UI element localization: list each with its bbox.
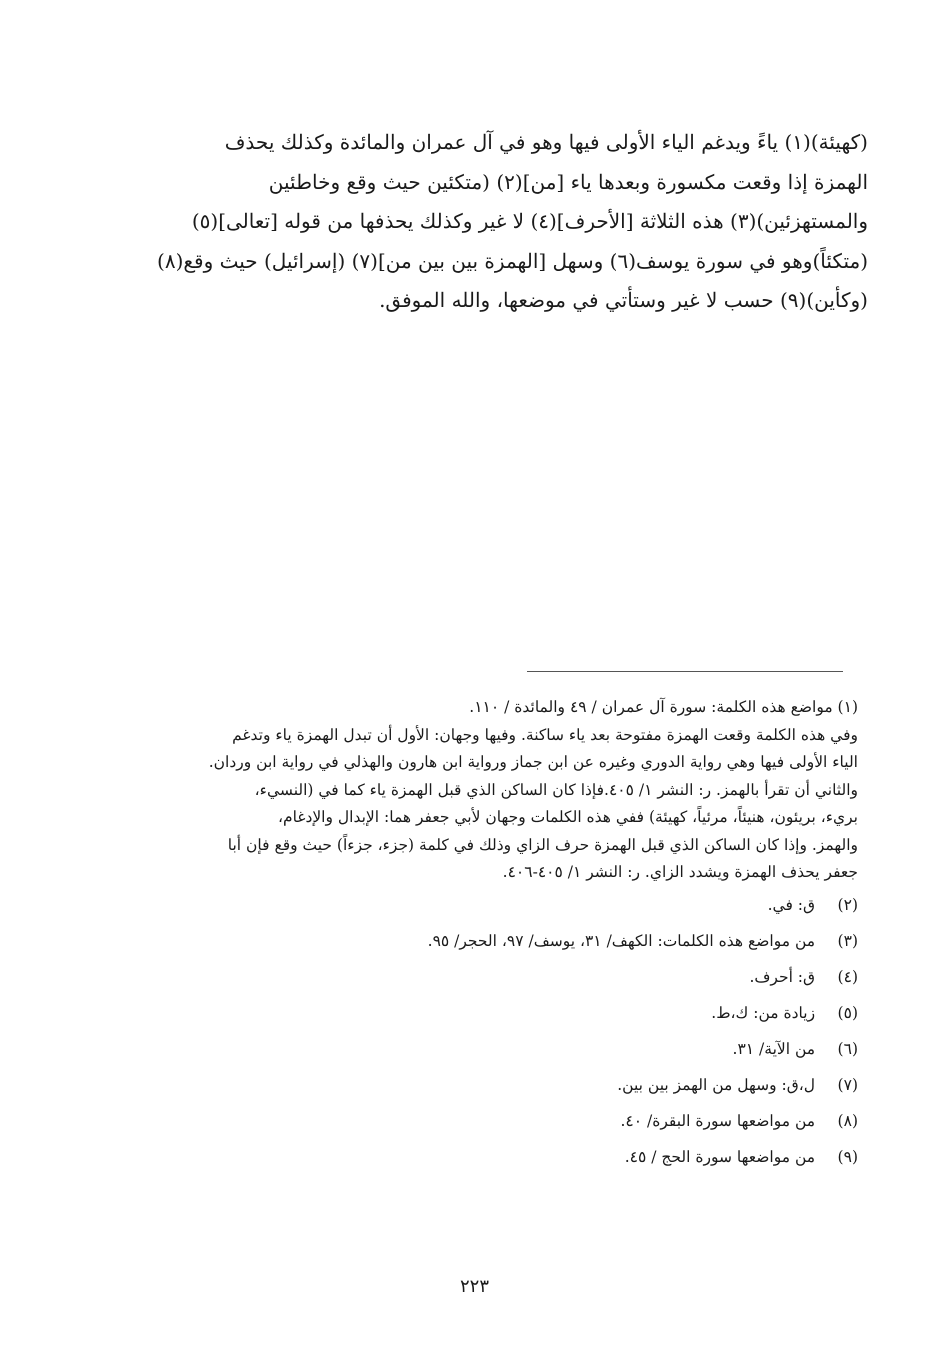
footnote-text: ق: أحرف. [749, 967, 816, 986]
footnote-item [78, 1103, 858, 1139]
main-text-line: الهمزة إذا وقعت مكسورة وبعدها ياء [من](٢) (متكئين حيث وقع وخاطئين [268, 169, 868, 194]
footnote-number: (٣) [837, 931, 858, 950]
main-text-line: (وكأين)(٩) حسب لا غير وستأتي في موضعها، والله الموفق. [379, 288, 868, 312]
footnote-line: والثاني أن تقرأ بالهمز. ر: النشر ١/ ٤٠٥.فإذا كان الساكن الذي قبل الهمزة ياء كما في (النسيء، [254, 780, 858, 799]
footnote-item [78, 887, 858, 923]
footnote-line: وفي هذه الكلمة وقعت الهمزة مفتوحة بعد ياء ساكنة. وفيها وجهان: الأول أن تبدل الهمزة ياء وتدغم [232, 725, 858, 744]
footnote-divider [527, 671, 843, 672]
footnote-1 [78, 694, 858, 887]
footnote-line: الياء الأولى فيها وهي رواية الدوري وغيره عن ابن جماز ورواية ابن هارون والهذلي في رواية ابن وردان. [208, 753, 858, 771]
footnote-text: ل،ق: وسهل من الهمز بين بين. [617, 1075, 816, 1094]
footnote-line: جعفر يحذف الهمزة ويشدد الزاي. ر: النشر ١/ ٤٠٥-٤٠٦. [502, 863, 858, 881]
main-text-line: (متكئاً)وهو في سورة يوسف(٦) وسهل [الهمزة بين بين من](٧) (إسرائيل) حيث وقع(٨) [157, 248, 868, 273]
footnote-item [78, 1031, 858, 1067]
main-text [78, 123, 868, 321]
footnote-line: والهمز. وإذا كان الساكن الذي قبل الهمزة حرف الزاي وذلك في كلمة (جزء، جزءاً) حيث وقع فإن أبا [227, 835, 858, 854]
footnote-text: من مواضعها سورة الحج / ٤٥. [624, 1147, 816, 1166]
footnote-text: زيادة من: ك،ط. [711, 1003, 816, 1022]
footnote-text: من مواضع هذه الكلمات: الكهف/ ٣١، يوسف/ ٩٧، الحجر/ ٩٥. [427, 931, 816, 950]
footnote-text: من مواضعها سورة البقرة/ ٤٠. [620, 1111, 816, 1130]
footnote-number: (٧) [837, 1075, 858, 1094]
footnote-number: (٩) [837, 1147, 858, 1166]
page-number: ٢٢٣ [459, 1276, 489, 1297]
footnote-line: بريء، بريئون، هنيئاً، مرئياً، كهيئة) ففي هذه الكلمات وجهان لأبي جعفر هما: الإبدال والإدغام، [278, 808, 858, 826]
footnote-item [78, 995, 858, 1031]
footnote-number: (٥) [837, 1003, 858, 1022]
main-text-line: والمستهزئين)(٣) هذه الثلاثة [الأحرف](٤) لا غير وكذلك يحذفها من قوله [تعالى](٥) [191, 209, 868, 233]
footnote-number: (٤) [837, 967, 858, 986]
footnote-item [78, 1139, 858, 1175]
footnote-number: (٦) [837, 1039, 858, 1058]
footnote-item [78, 1067, 858, 1103]
main-text-line: (كهيئة)(١) ياءً ويدغم الياء الأولى فيها وهو في آل عمران والمائدة وكذلك يحذف [224, 130, 868, 154]
footnote-number: (٢) [837, 895, 858, 914]
footnote-item [78, 923, 858, 959]
footnote-line: (١) مواضع هذه الكلمة: سورة آل عمران / ٤٩ والمائدة / ١١٠. [469, 698, 858, 716]
footnote-item [78, 959, 858, 995]
footnote-number: (٨) [837, 1111, 858, 1130]
footnote-text: ق: في. [767, 895, 816, 914]
footnotes [78, 694, 858, 1175]
footnote-text: من الآية/ ٣١. [732, 1039, 816, 1058]
